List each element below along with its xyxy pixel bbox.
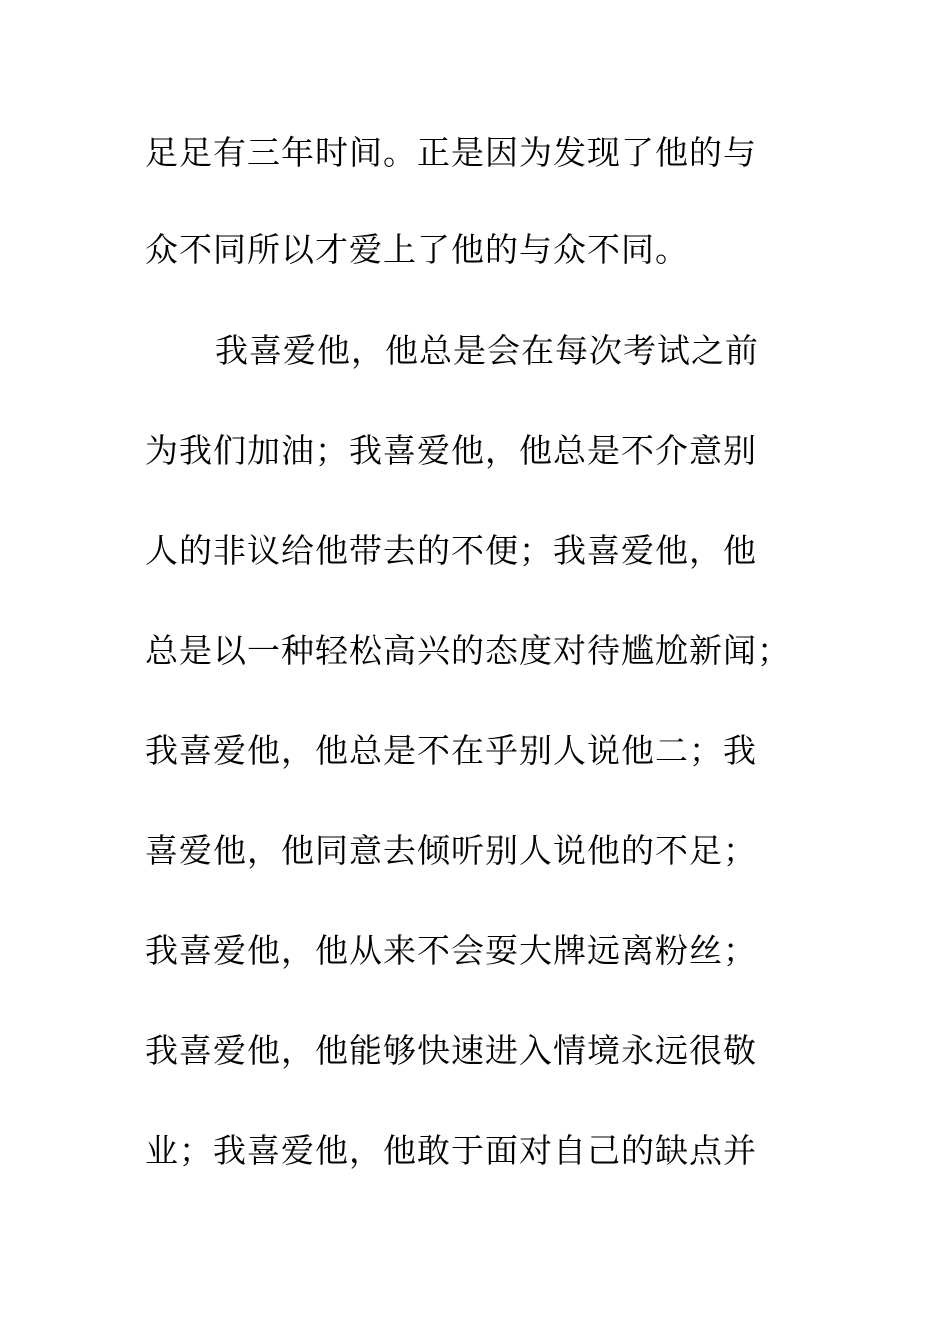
- text-line: 为我们加油；我喜爱他，他总是不介意别: [145, 431, 757, 470]
- text-line: 总是以一种轻松高兴的态度对待尴尬新闻；: [145, 631, 791, 670]
- text-line: 喜爱他，他同意去倾听别人说他的不足；: [145, 831, 757, 870]
- text-line: 众不同所以才爱上了他的与众不同。: [145, 230, 689, 269]
- text-line: 我喜爱他，他总是不在乎别人说他二；我: [145, 731, 757, 770]
- text-line: 业；我喜爱他，他敢于面对自己的缺点并: [145, 1131, 757, 1170]
- text-line: 人的非议给他带去的不便；我喜爱他，他: [145, 531, 757, 570]
- paragraph-start-line: 我喜爱他，他总是会在每次考试之前: [215, 331, 759, 370]
- text-line: 足足有三年时间。正是因为发现了他的与: [145, 133, 757, 172]
- text-line: 我喜爱他，他从来不会耍大牌远离粉丝；: [145, 931, 757, 970]
- text-line: 我喜爱他，他能够快速进入情境永远很敬: [145, 1031, 757, 1070]
